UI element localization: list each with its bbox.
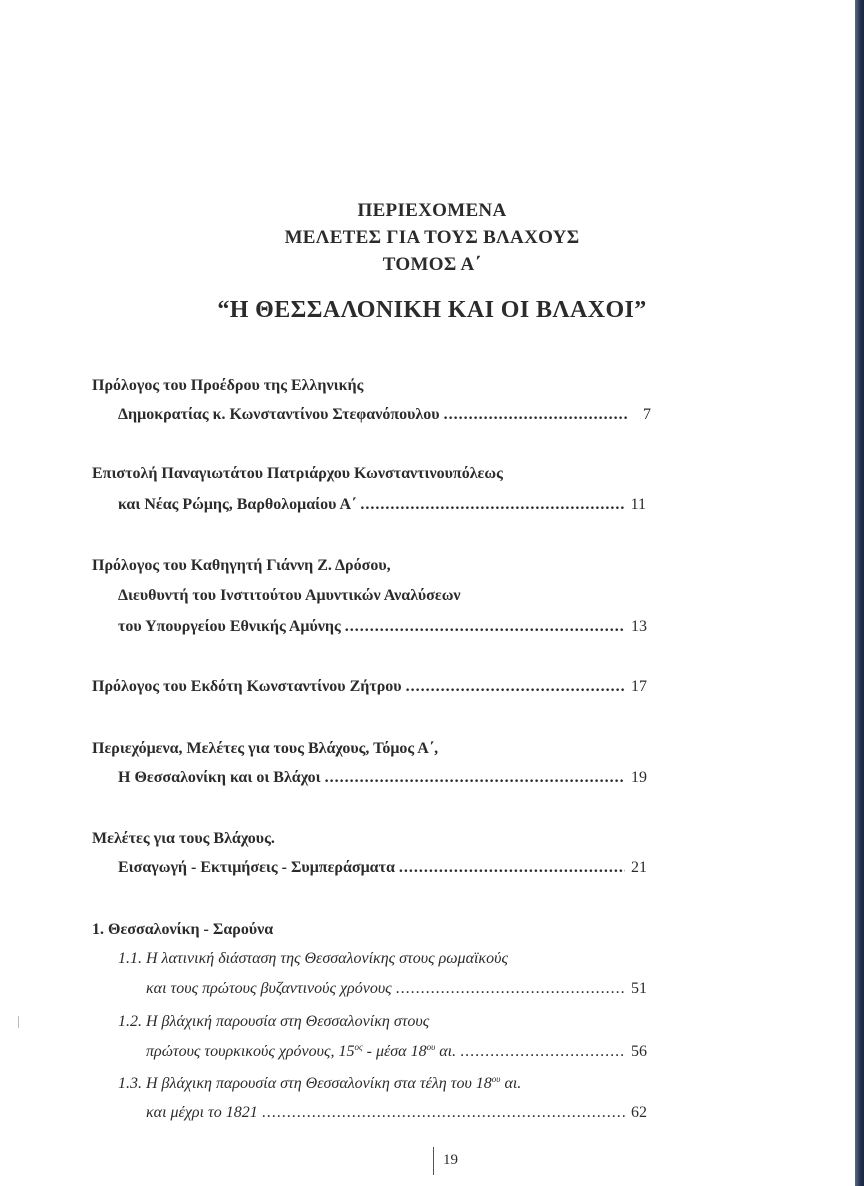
section-text: Η βλάχικη παρουσία στη Θεσσαλονίκη στα τέλη του $18^{o\upsilon}$ αι. <box>146 1074 522 1092</box>
section-1-1 <box>146 980 647 998</box>
section-1-1-page: 51 <box>631 980 647 997</box>
volume-title: “Η ΘΕΣΣΑΛΟΝΙΚΗ ΚΑΙ ΟΙ ΒΛΑΧΟΙ” <box>217 297 647 323</box>
page-number: 19 <box>443 1152 458 1168</box>
toc-entry-1-page: 7 <box>643 406 651 423</box>
leader-dots <box>399 859 625 877</box>
section-1-2 <box>146 1042 647 1061</box>
toc-entry-4-page: 17 <box>631 678 647 695</box>
leader-dots <box>325 769 625 787</box>
leader-dots <box>444 406 629 424</box>
leader-dots <box>360 496 624 514</box>
leader-dots <box>406 678 625 696</box>
toc-entry-3-line1: Πρόλογος του Καθηγητή Γιάννη Ζ. Δρόσου, <box>92 557 391 574</box>
section-number: 1.1. <box>118 950 142 967</box>
toc-entry-2-page: 11 <box>630 496 646 513</box>
chapter-1-title: 1. Θεσσαλονίκη - Σαρούνα <box>92 921 274 938</box>
section-number: 1.2. <box>118 1013 142 1030</box>
section-number: 1.3. <box>118 1075 142 1092</box>
toc-entry-4 <box>92 678 647 696</box>
folio-rule <box>433 1147 434 1175</box>
toc-entry-2 <box>118 496 646 514</box>
section-1-3-line1 <box>118 1074 521 1093</box>
section-text: Η λατινική διάσταση της Θεσσαλονίκης στους ρωμαϊκούς <box>146 950 508 967</box>
toc-entry-1 <box>118 406 651 424</box>
section-1-3-page: 62 <box>631 1104 647 1121</box>
toc-entry-3-line3: του Υπουργείου Εθνικής Αμύνης <box>118 618 341 635</box>
section-1-2-line2: πρώτους τουρκικούς χρόνους, $15^{o\varsigma}$ - μέσα $18^{o\upsilon}$ αι. <box>146 1042 457 1060</box>
section-1-2-line1 <box>118 1013 429 1031</box>
section-1-3 <box>146 1104 647 1122</box>
toc-entry-6 <box>118 859 647 877</box>
leader-dots <box>460 1043 625 1061</box>
toc-entry-1-line1: Πρόλογος του Προέδρου της Ελληνικής <box>92 377 364 394</box>
toc-entry-3 <box>118 618 647 636</box>
volume-heading: ΤΟΜΟΣ Α΄ <box>382 254 482 275</box>
section-1-3-line2: και μέχρι το 1821 <box>146 1104 258 1121</box>
toc-entry-6-line2: Εισαγωγή - Εκτιμήσεις - Συμπεράσματα <box>118 859 395 876</box>
leader-dots <box>262 1104 625 1122</box>
section-1-1-line2: και τους πρώτους βυζαντινούς χρόνους <box>146 980 392 997</box>
toc-entry-6-page: 21 <box>631 859 647 876</box>
section-1-1-line1 <box>118 950 508 968</box>
page-edge-shadow <box>855 0 864 1186</box>
toc-entry-6-line1: Μελέτες για τους Βλάχους. <box>92 830 275 847</box>
toc-entry-5-line2: Η Θεσσαλονίκη και οι Βλάχοι <box>118 769 321 786</box>
toc-entry-1-line2: Δημοκρατίας κ. Κωνσταντίνου Στεφανόπουλου <box>118 406 440 423</box>
toc-entry-5-line1: Περιεχόμενα, Μελέτες για τους Βλάχους, Τόμος Α΄, <box>92 740 439 757</box>
leader-dots <box>396 980 625 998</box>
toc-entry-2-line2: και Νέας Ρώμης, Βαρθολομαίου Α΄ <box>118 496 357 513</box>
section-text: Η βλάχική παρουσία στη Θεσσαλονίκη στους <box>146 1013 430 1030</box>
margin-mark <box>18 1016 19 1028</box>
section-1-2-page: 56 <box>631 1043 647 1060</box>
toc-entry-5 <box>118 769 647 787</box>
contents-heading: ΠΕΡΙΕΧΟΜΕΝΑ <box>357 200 507 221</box>
toc-entry-2-line1: Επιστολή Παναγιωτάτου Πατριάρχου Κωνσταντινουπόλεως <box>92 465 503 482</box>
toc-entry-3-line2: Διευθυντή του Ινστιτούτου Αμυντικών Αναλύσεων <box>118 587 461 604</box>
series-heading: ΜΕΛΕΤΕΣ ΓΙΑ ΤΟΥΣ ΒΛΑΧΟΥΣ <box>284 227 580 248</box>
toc-entry-5-page: 19 <box>631 769 647 786</box>
toc-entry-3-page: 13 <box>631 618 647 635</box>
toc-entry-4-line1: Πρόλογος του Εκδότη Κωνσταντίνου Ζήτρου <box>92 678 402 695</box>
leader-dots <box>345 618 625 636</box>
